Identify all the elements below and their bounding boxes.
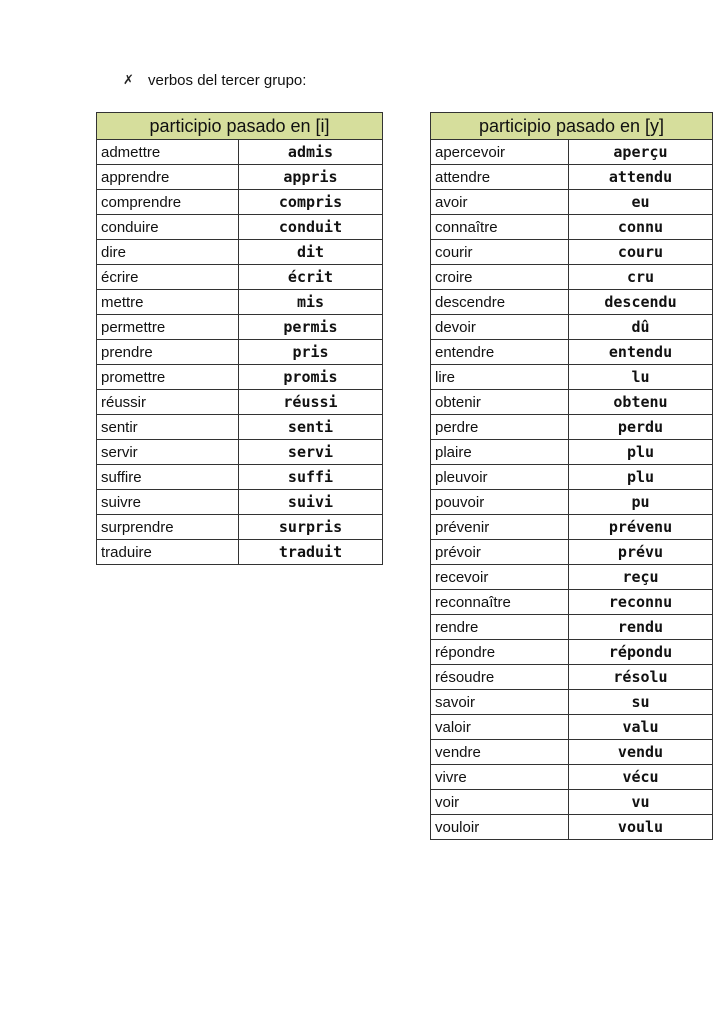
infinitive-cell: perdre [431,415,569,440]
participle-cell: connu [569,215,713,240]
infinitive-cell: répondre [431,640,569,665]
participle-cell: reconnu [569,590,713,615]
table-row [431,665,713,690]
table-row [431,290,713,315]
participle-cell: senti [239,415,383,440]
infinitive-cell: pouvoir [431,490,569,515]
infinitive-cell: plaire [431,440,569,465]
table-row [431,315,713,340]
participle-cell: promis [239,365,383,390]
table-row [431,265,713,290]
table-row [431,765,713,790]
table-row [431,640,713,665]
participle-cell: entendu [569,340,713,365]
table-row [431,790,713,815]
infinitive-cell: reconnaître [431,590,569,615]
infinitive-cell: descendre [431,290,569,315]
table-row [431,365,713,390]
participle-i-table [96,112,383,565]
participle-cell: valu [569,715,713,740]
table-row [431,815,713,840]
infinitive-cell: apprendre [97,165,239,190]
intro-line [123,70,306,90]
table-row [97,290,383,315]
participle-cell: dit [239,240,383,265]
table-row [431,690,713,715]
infinitive-cell: entendre [431,340,569,365]
table-row [97,140,383,165]
participle-cell: vendu [569,740,713,765]
infinitive-cell: valoir [431,715,569,740]
participle-cell: descendu [569,290,713,315]
infinitive-cell: dire [97,240,239,265]
table-row [431,165,713,190]
table-row [431,515,713,540]
table-row [431,240,713,265]
table-row [431,140,713,165]
infinitive-cell: sentir [97,415,239,440]
table-row [431,590,713,615]
infinitive-cell: lire [431,365,569,390]
table-row [97,540,383,565]
participle-cell: suffi [239,465,383,490]
participle-cell: dû [569,315,713,340]
infinitive-cell: avoir [431,190,569,215]
table-row [431,440,713,465]
intro-text: verbos del tercer grupo: [148,71,307,89]
infinitive-cell: rendre [431,615,569,640]
infinitive-cell: admettre [97,140,239,165]
participle-cell: mis [239,290,383,315]
participle-cell: plu [569,465,713,490]
table-row [97,440,383,465]
table-row [97,315,383,340]
infinitive-cell: vouloir [431,815,569,840]
infinitive-cell: vendre [431,740,569,765]
infinitive-cell: devoir [431,315,569,340]
cross-mark-icon: ✗ [123,72,134,87]
table-row [97,190,383,215]
infinitive-cell: pleuvoir [431,465,569,490]
infinitive-cell: traduire [97,540,239,565]
infinitive-cell: promettre [97,365,239,390]
participle-cell: prévenu [569,515,713,540]
participle-cell: traduit [239,540,383,565]
table-row [97,340,383,365]
infinitive-cell: recevoir [431,565,569,590]
participle-cell: plu [569,440,713,465]
table-row [431,215,713,240]
participle-cell: pris [239,340,383,365]
participle-cell: su [569,690,713,715]
table-header: participio pasado en [i] [97,113,383,140]
participle-cell: voulu [569,815,713,840]
participle-cell: résolu [569,665,713,690]
participle-cell: rendu [569,615,713,640]
infinitive-cell: comprendre [97,190,239,215]
participle-cell: prévu [569,540,713,565]
table-row [97,465,383,490]
table-row [431,540,713,565]
infinitive-cell: savoir [431,690,569,715]
participle-cell: couru [569,240,713,265]
table-row [431,615,713,640]
participle-cell: reçu [569,565,713,590]
participle-cell: attendu [569,165,713,190]
participle-cell: obtenu [569,390,713,415]
infinitive-cell: obtenir [431,390,569,415]
table-row [431,390,713,415]
infinitive-cell: prendre [97,340,239,365]
participle-cell: répondu [569,640,713,665]
table-row [431,190,713,215]
infinitive-cell: servir [97,440,239,465]
infinitive-cell: croire [431,265,569,290]
table-row [97,390,383,415]
infinitive-cell: mettre [97,290,239,315]
table-row [97,515,383,540]
table-row [97,240,383,265]
participle-cell: vu [569,790,713,815]
participle-cell: lu [569,365,713,390]
table-row [431,740,713,765]
participle-cell: suivi [239,490,383,515]
table-row [431,465,713,490]
table-row [431,565,713,590]
participle-y-table [430,112,713,840]
participle-cell: permis [239,315,383,340]
participle-cell: eu [569,190,713,215]
participle-cell: réussi [239,390,383,415]
participle-cell: compris [239,190,383,215]
infinitive-cell: permettre [97,315,239,340]
participle-cell: surpris [239,515,383,540]
participle-cell: servi [239,440,383,465]
table-row [97,365,383,390]
infinitive-cell: vivre [431,765,569,790]
infinitive-cell: conduire [97,215,239,240]
infinitive-cell: courir [431,240,569,265]
infinitive-cell: résoudre [431,665,569,690]
participle-cell: écrit [239,265,383,290]
infinitive-cell: écrire [97,265,239,290]
infinitive-cell: prévenir [431,515,569,540]
participle-cell: admis [239,140,383,165]
table-row [97,265,383,290]
table-row [97,490,383,515]
infinitive-cell: connaître [431,215,569,240]
infinitive-cell: suivre [97,490,239,515]
participle-cell: perdu [569,415,713,440]
table-header: participio pasado en [y] [431,113,713,140]
table-row [97,415,383,440]
table-row [431,415,713,440]
participle-cell: vécu [569,765,713,790]
table-row [97,215,383,240]
infinitive-cell: voir [431,790,569,815]
participle-cell: appris [239,165,383,190]
table-row [431,715,713,740]
infinitive-cell: attendre [431,165,569,190]
infinitive-cell: suffire [97,465,239,490]
infinitive-cell: surprendre [97,515,239,540]
participle-cell: cru [569,265,713,290]
participle-cell: aperçu [569,140,713,165]
table-row [431,340,713,365]
infinitive-cell: apercevoir [431,140,569,165]
participle-cell: conduit [239,215,383,240]
infinitive-cell: prévoir [431,540,569,565]
infinitive-cell: réussir [97,390,239,415]
table-row [97,165,383,190]
table-row [431,490,713,515]
participle-cell: pu [569,490,713,515]
